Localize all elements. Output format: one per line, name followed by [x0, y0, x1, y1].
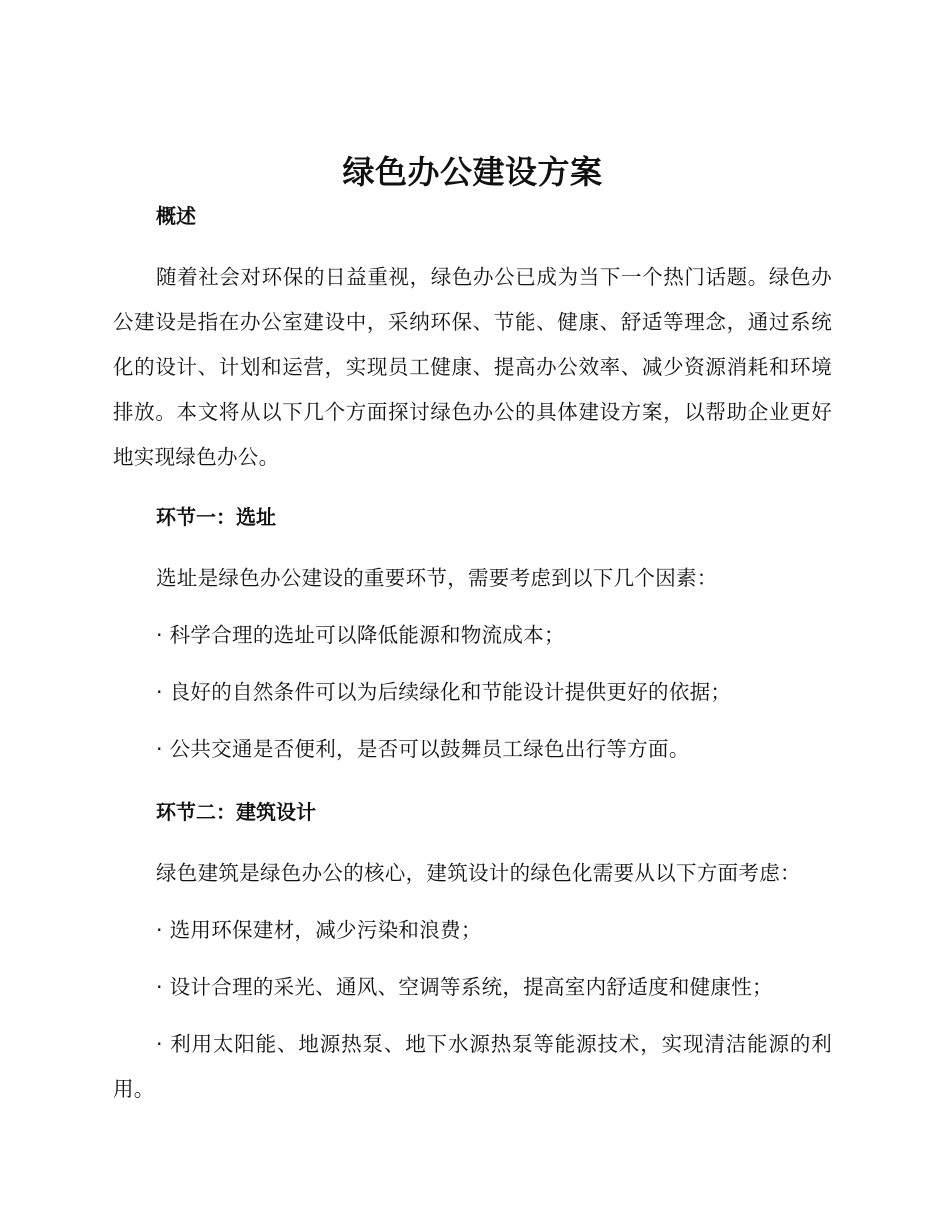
section-1-bullet-1: · 科学合理的选址可以降低能源和物流成本； — [156, 623, 565, 647]
overview-heading: 概述 — [156, 204, 196, 228]
section-2-intro: 绿色建筑是绿色办公的核心，建筑设计的绿色化需要从以下方面考虑： — [156, 861, 801, 885]
section-2-bullet-1: · 选用环保建材，减少污染和浪费； — [156, 918, 482, 942]
section-1-intro: 选址是绿色办公建设的重要环节，需要考虑到以下几个因素： — [156, 566, 718, 590]
section-1-bullet-2: · 良好的自然条件可以为后续绿化和节能设计提供更好的依据； — [156, 680, 732, 704]
section-2-bullet-2: · 设计合理的采光、通风、空调等系统，提高室内舒适度和健康性； — [156, 975, 773, 999]
section-2-bullet-3: · 利用太阳能、地源热泵、地下水源热泵等能源技术，实现清洁能源的利用。 — [113, 1032, 832, 1101]
section-2-heading: 环节二：建筑设计 — [156, 800, 316, 824]
overview-paragraph: 随着社会对环保的日益重视，绿色办公已成为当下一个热门话题。绿色办公建设是指在办公室建设中，采纳环保、节能、健康、舒适等理念，通过系统化的设计、计划和运营，实现员工健康、提高办公效率、减少资源消耗和环境排放。本文将从以下几个方面探讨绿色办公的具体建设方案，以帮助企业更好地实现绿色办公。 — [113, 265, 832, 469]
section-1-bullet-3: · 公共交通是否便利，是否可以鼓舞员工绿色出行等方面。 — [156, 737, 690, 761]
section-1-heading: 环节一：选址 — [156, 505, 276, 529]
document-title: 绿色办公建设方案 — [342, 153, 603, 191]
